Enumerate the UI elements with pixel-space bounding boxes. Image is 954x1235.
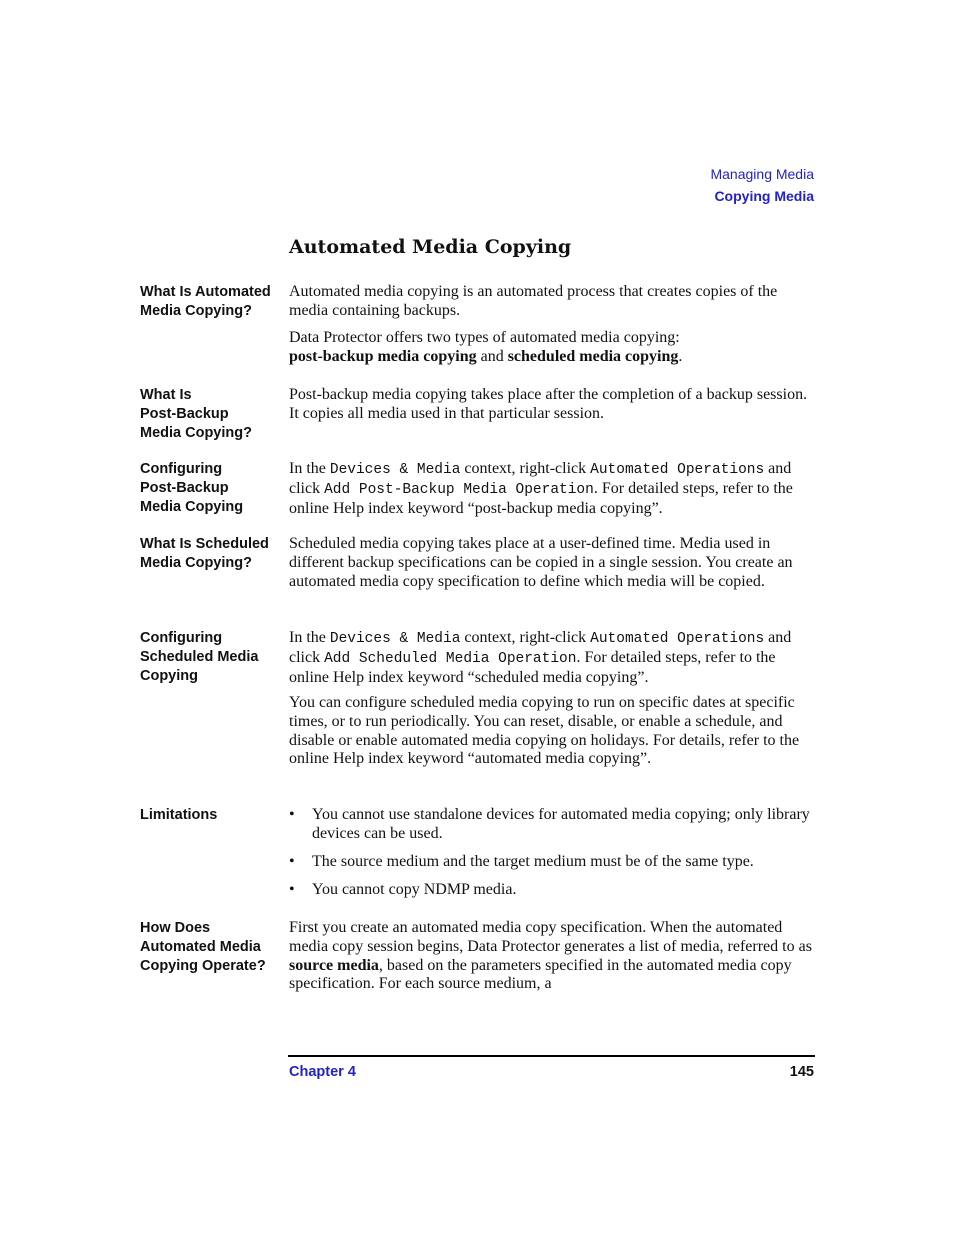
config-sched-node: Automated Operations [590, 631, 765, 647]
footer-chapter-link[interactable]: Chapter 4 [289, 1064, 356, 1080]
how-t1: First you create an automated media copy specification. When the automated media copy session begins, Data Protector generates a list of media, referred to as [289, 919, 812, 955]
paragraph-config-sched [289, 629, 815, 687]
how-t2: , based on the parameters specified in the automated media copy specification. For each source medium, a [289, 956, 792, 993]
header-section-link[interactable]: Managing Media [710, 166, 814, 182]
term-source-media: source media [289, 956, 379, 974]
side-heading-limitations: Limitations [140, 807, 218, 823]
bullet-text: The source medium and the target medium must be of the same type. [312, 853, 754, 870]
term-scheduled: scheduled media copying [507, 347, 679, 365]
config-post-action: Add Post-Backup Media Operation [324, 481, 594, 498]
types-and: and [476, 347, 508, 365]
section-title: Automated Media Copying [289, 236, 572, 258]
config-post-t4: . For detailed steps, refer to the online Help index keyword “post-backup media copying”. [289, 479, 793, 517]
config-sched-t3: and click [289, 629, 792, 666]
config-sched-action: Add Scheduled Media Operation [324, 650, 577, 667]
side-heading-what-is: What Is Automated Media Copying? [140, 284, 271, 319]
bullet-text: You cannot use standalone devices for automated media copying; only library devices can be used. [312, 806, 810, 842]
config-sched-context: Devices & Media [329, 631, 461, 647]
bullet-text: You cannot copy NDMP media. [312, 881, 517, 898]
config-post-t2: context, right-click [460, 460, 591, 477]
config-post-context: Devices & Media [329, 462, 461, 478]
config-post-t3: and click [289, 460, 792, 497]
side-heading-how: How Does Automated Media Copying Operate? [140, 920, 266, 974]
side-heading-scheduled: What Is Scheduled Media Copying? [140, 536, 269, 571]
paragraph-types [289, 329, 815, 367]
side-heading-config-post: Configuring Post-Backup Media Copying [140, 461, 244, 515]
term-post-backup: post-backup media copying [289, 347, 477, 365]
paragraph-what-is: Automated media copying is an automated process that creates copies of the media containing backups. [289, 283, 778, 319]
side-heading-post-backup: What Is Post-Backup Media Copying? [140, 387, 252, 441]
config-sched-t4: . For detailed steps, refer to the online Help index keyword “scheduled media copying”. [289, 648, 776, 686]
config-sched-t2: context, right-click [460, 629, 591, 646]
types-intro: Data Protector offers two types of automated media copying: [289, 329, 680, 346]
bullet-dot: • [289, 806, 295, 823]
paragraph-post-backup: Post-backup media copying takes place after the completion of a backup session. It copies all media used in that particular session. [289, 386, 808, 422]
bullet-dot: • [289, 853, 295, 870]
types-end: . [678, 347, 683, 365]
config-post-t1: In the [289, 460, 330, 477]
paragraph-how [289, 919, 815, 994]
config-sched-t1: In the [289, 629, 330, 646]
side-heading-config-sched: Configuring Scheduled Media Copying [140, 630, 259, 684]
header-subsection-link[interactable]: Copying Media [714, 188, 814, 204]
paragraph-config-sched-details: You can configure scheduled media copying to run on specific dates at specific times, or to run periodically. You can reset, disable, or enable a schedule, and disable or enable automated media copying on holidays. For details, refer to the online Help index keyword “automated media copying”. [289, 694, 800, 768]
bullet-dot: • [289, 881, 295, 898]
footer-rule [288, 1055, 815, 1057]
paragraph-scheduled: Scheduled media copying takes place at a user-defined time. Media used in different backup specifications can be copied in a single session. You create an automated media copy specification to define which media will be copied. [289, 535, 793, 590]
config-post-node: Automated Operations [590, 462, 765, 478]
footer-page-number: 145 [789, 1064, 814, 1080]
paragraph-config-post [289, 460, 815, 518]
